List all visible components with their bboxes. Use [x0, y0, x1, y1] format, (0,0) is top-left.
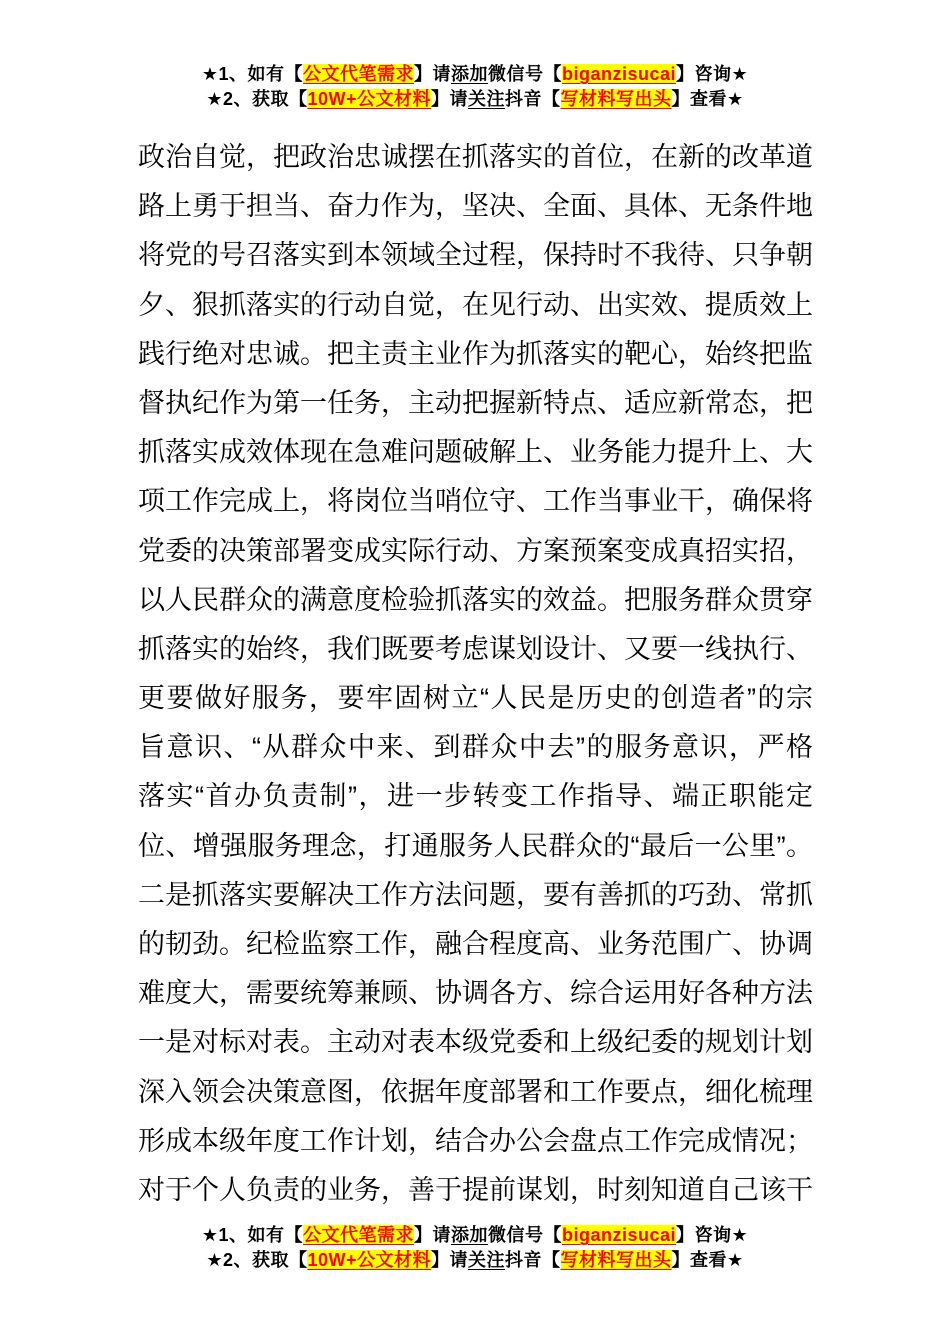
body-text-line: 更要做好服务，要牢固树立“人民是历史的创造者”的宗 [138, 683, 813, 714]
body-text-line: 旨意识、“从群众中来、到群众中去”的服务意识，严格 [138, 732, 813, 763]
body-text-line: 夕、狠抓落实的行动自觉，在见行动、出实效、提质效上 [138, 289, 813, 320]
banner-segment: 关注 [468, 89, 506, 109]
banner-segment: biganzisucai [561, 1225, 677, 1246]
body-text-line: 党委的决策部署变成实际行动、方案预案变成真招实招， [138, 535, 813, 566]
banner-segment: ★2、获取【 [206, 1250, 308, 1271]
body-text-line: 路上勇于担当、奋力作为，坚决、全面、具体、无条件地 [138, 191, 813, 222]
banner-segment: 】查看★ [671, 89, 744, 109]
body-text-line: 对于个人负责的业务，善于提前谋划，时刻知道自己该干 [138, 1174, 813, 1205]
body-text-line: 督执纪作为第一任务，主动把握新特点、适应新常态，把 [138, 387, 813, 418]
body-text-line: 的韧劲。纪检监察工作，融合程度高、业务范围广、协调 [138, 929, 813, 959]
body-text-line: 践行绝对忠诚。把主责主业作为抓落实的靶心，始终把监 [138, 338, 813, 369]
body-text-line: 抓落实的始终，我们既要考虑谋划设计、又要一线执行、 [138, 633, 813, 664]
banner-segment: 】请 [413, 1225, 451, 1246]
promo-banner-top [0, 0, 950, 112]
banner-line-2 [0, 1248, 950, 1273]
banner-segment: 】查看★ [671, 1250, 744, 1271]
body-text-line: 落实“首办负责制”，进一步转变工作指导、端正职能定 [138, 781, 813, 812]
promo-banner-bottom [0, 1215, 950, 1273]
banner-segment: 添加 [450, 64, 488, 84]
banner-segment: 写材料写出头 [560, 89, 672, 109]
banner-line-1 [0, 62, 950, 87]
banner-segment: ★1、如有【 [201, 64, 303, 84]
banner-segment: ★2、获取【 [206, 89, 308, 109]
banner-segment: 】咨询★ [676, 64, 749, 84]
body-text-line: 政治自觉，把政治忠诚摆在抓落实的首位，在新的改革道 [138, 142, 813, 172]
body-text-line: 抓落实成效体现在急难问题破解上、业务能力提升上、大 [138, 437, 813, 468]
banner-segment: 抖音【 [505, 1250, 561, 1271]
body-text-line: 位、增强服务理念，打通服务人民群众的“最后一公里”。 [138, 830, 813, 861]
banner-segment: 添加 [450, 1225, 488, 1246]
banner-segment: 抖音【 [505, 89, 561, 109]
body-text-line: 将党的号召落实到本领域全过程，保持时不我待、只争朝 [138, 240, 813, 271]
body-text-line: 以人民群众的满意度检验抓落实的效益。把服务群众贯穿 [138, 584, 813, 615]
body-text-line: 二是抓落实要解决工作方法问题，要有善抓的巧劲、常抓 [138, 879, 813, 910]
body-text-line: 项工作完成上，将岗位当哨位守、工作当事业干，确保将 [138, 486, 813, 517]
banner-segment: 关注 [468, 1250, 506, 1271]
banner-segment: 】请 [431, 89, 469, 109]
body-text-line: 形成本级年度工作计划，结合办公会盘点工作完成情况； [138, 1125, 813, 1156]
banner-segment: 微信号【 [487, 1225, 562, 1246]
banner-segment: ★1、如有【 [201, 1225, 303, 1246]
banner-segment: 】咨询★ [676, 1225, 749, 1246]
banner-segment: 】请 [431, 1250, 469, 1271]
banner-line-1 [0, 1223, 950, 1248]
banner-segment: 10W+公文材料 [307, 1250, 432, 1271]
banner-segment: biganzisucai [561, 64, 677, 84]
body-text-line: 深入领会决策意图，依据年度部署和工作要点，细化梳理 [138, 1076, 813, 1107]
banner-line-2 [0, 87, 950, 112]
banner-segment: 公文代笔需求 [302, 1225, 414, 1246]
body-text-line: 难度大，需要统筹兼顾、协调各方、综合运用好各种方法 [138, 978, 813, 1009]
body-text-line: 一是对标对表。主动对表本级党委和上级纪委的规划计划 [138, 1027, 813, 1058]
document-body-text [138, 133, 813, 1215]
banner-segment: 公文代笔需求 [302, 64, 414, 84]
banner-segment: 】请 [413, 64, 451, 84]
banner-segment: 写材料写出头 [560, 1250, 672, 1271]
banner-segment: 微信号【 [487, 64, 562, 84]
banner-segment: 10W+公文材料 [307, 89, 432, 109]
